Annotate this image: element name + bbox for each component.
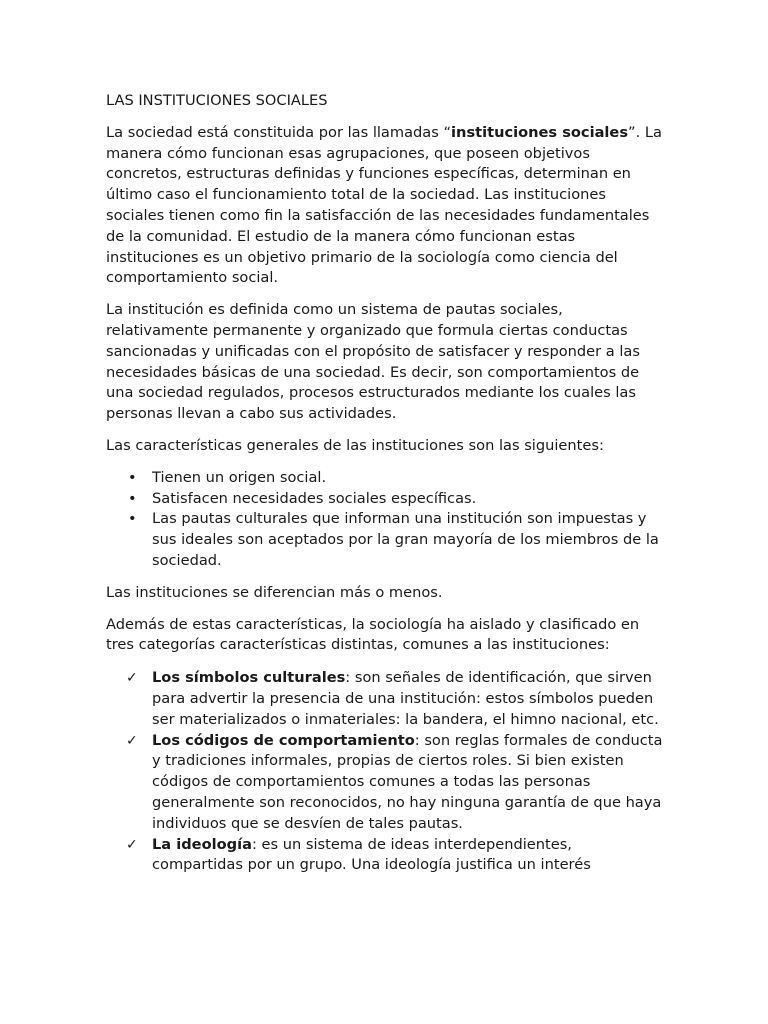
- category-term: Los símbolos culturales: [152, 669, 346, 687]
- paragraph-characteristics-intro: Las características generales de las instituciones son las siguientes:: [106, 436, 604, 454]
- list-item-text: Tienen un origen social.: [152, 468, 327, 486]
- characteristics-list: [106, 468, 666, 572]
- intro-text-before: La sociedad está constituida por las llamadas “: [106, 123, 452, 141]
- category-text: : son reglas formales de conducta y tradiciones informales, propias de ciertos roles. Si bien existen códigos de comportamientos comunes a todas las personas generalmente son reconocidos, no hay ninguna garantía de que haya individuos que se desvíen de tales pautas.: [152, 731, 663, 832]
- list-item-text: Las pautas culturales que informan una institución son impuestas y sus ideales son aceptados por la gran mayoría de los miembros de la sociedad.: [152, 510, 659, 569]
- list-item: [106, 509, 666, 571]
- document-title: LAS INSTITUCIONES SOCIALES: [106, 92, 328, 109]
- list-item: [106, 731, 666, 835]
- intro-text-after: ”. La manera cómo funcionan esas agrupaciones, que poseen objetivos concretos, estructuras definidas y funciones específicas, determinan en último caso el funcionamiento total de la sociedad. Las instituciones sociales tienen como fin la satisfacción de las necesidades fundamentales de la comunidad. El estudio de la manera cómo funcionan estas instituciones es un objetivo primario de la sociología como ciencia del comportamiento social.: [106, 123, 662, 287]
- paragraph-intro: [106, 123, 666, 289]
- checkmark-icon: ✓: [126, 732, 138, 749]
- category-term: Los códigos de comportamiento: [152, 731, 415, 749]
- paragraph-categories-intro: Además de estas características, la sociología ha aislado y clasificado en tres categorías características distintas, comunes a las instituciones:: [106, 615, 640, 654]
- category-text: : es un sistema de ideas interdependientes, compartidas por un grupo. Una ideología justifica un interés: [152, 835, 591, 874]
- bullet-icon: •: [128, 468, 137, 486]
- checkmark-icon: ✓: [126, 836, 138, 853]
- list-item-text: Satisfacen necesidades sociales específicas.: [152, 489, 477, 507]
- intro-bold-term: instituciones sociales: [451, 123, 629, 141]
- paragraph-definition: La institución es definida como un sistema de pautas sociales, relativamente permanente y organizado que formula ciertas conductas sancionadas y unificadas con el propósito de satisfacer y responder a las necesidades básicas de una sociedad. Es decir, son comportamientos de una sociedad regulados, procesos estructurados mediante los cuales las personas llevan a cabo sus actividades.: [106, 301, 640, 423]
- list-item: [106, 668, 666, 730]
- categories-list: [106, 668, 666, 876]
- document-page: [106, 91, 666, 887]
- checkmark-icon: ✓: [126, 670, 138, 687]
- list-item: [106, 489, 666, 510]
- list-item: [106, 468, 666, 489]
- paragraph-differences: Las instituciones se diferencian más o menos.: [106, 583, 443, 601]
- bullet-icon: •: [128, 489, 137, 507]
- bullet-icon: •: [128, 510, 137, 528]
- category-text: : son señales de identificación, que sirven para advertir la presencia de una institución: estos símbolos pueden ser materializados o inmateriales: la bandera, el himno nacional, etc.: [152, 669, 659, 728]
- list-item: [106, 835, 666, 877]
- category-term: La ideología: [152, 835, 252, 853]
